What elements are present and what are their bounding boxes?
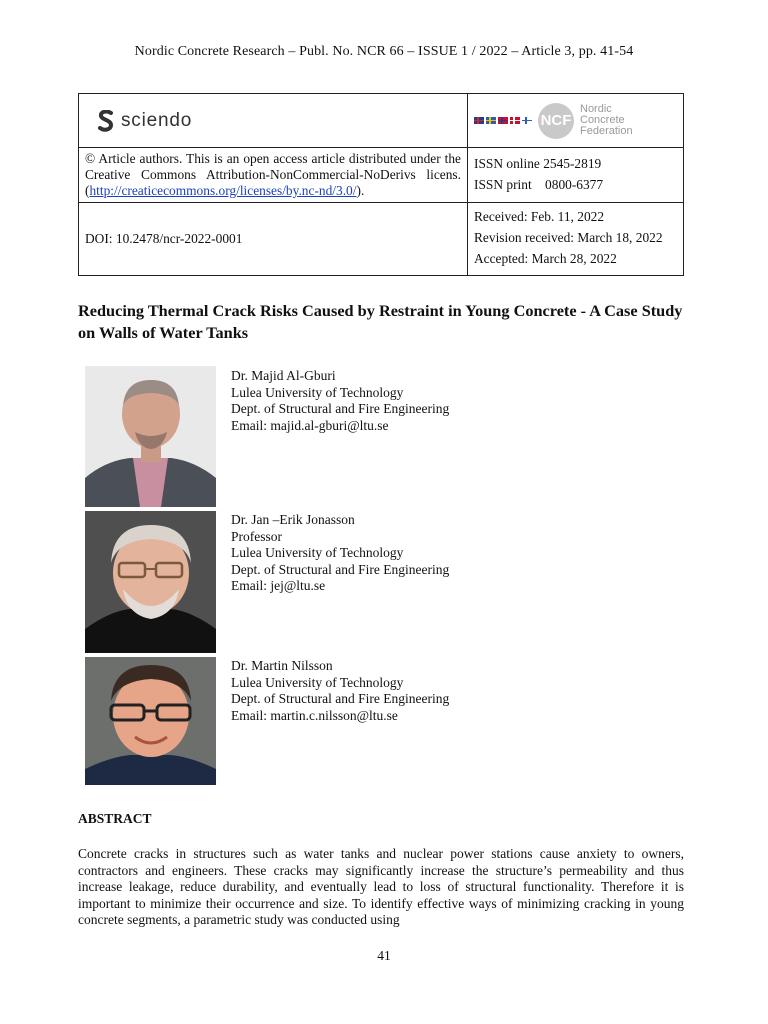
license-cell <box>79 148 468 203</box>
publisher-logo-cell <box>79 94 468 148</box>
author-photo-3 <box>85 657 216 785</box>
author-dept: Dept. of Structural and Fire Engineering <box>231 691 450 707</box>
author-affiliation: Lulea University of Technology <box>231 674 404 690</box>
author-role: Professor <box>231 528 282 544</box>
license-suffix: ). <box>356 183 365 198</box>
nordic-flags-icon <box>474 117 532 124</box>
sciendo-s-icon <box>97 110 115 132</box>
abstract-body: Concrete cracks in structures such as water tanks and nuclear power stations cause anxiety to owners, contractors and engineers. These cracks may significantly increase the structure’s permeability and thus increase leakage, reduce durability, and eventually lead to loss of structural functionality. Therefore it is important to minimize their occurrence and size. To identify effective ways of minimizing cracking in young concrete segments, a parametric study was conducted using <box>78 846 684 928</box>
issn-cell <box>468 148 684 203</box>
issn-print: ISSN print 0800-6377 <box>474 176 604 192</box>
date-received: Received: Feb. 11, 2022 <box>474 209 605 224</box>
dates-cell <box>468 203 684 276</box>
article-info-table <box>78 93 684 276</box>
author-3 <box>231 658 449 724</box>
issn-online: ISSN online 2545-2819 <box>474 155 602 171</box>
author-photo-1 <box>85 366 216 507</box>
author-email[interactable]: Email: jej@ltu.se <box>231 578 326 594</box>
sciendo-logo <box>85 110 461 132</box>
author-name: Dr. Martin Nilsson <box>231 658 333 673</box>
ncf-logo <box>474 103 677 139</box>
doi-cell <box>79 203 468 276</box>
sciendo-wordmark: sciendo <box>121 109 193 131</box>
author-1 <box>231 368 449 434</box>
license-text: © Article authors. This is an open access article distributed under the Creative Commons Attribution-NonCommercial-NoDerivs licens. ( <box>85 151 461 198</box>
author-affiliation: Lulea University of Technology <box>231 545 404 561</box>
running-header: Nordic Concrete Research – Publ. No. NCR 66 – ISSUE 1 / 2022 – Article 3, pp. 41-54 <box>134 44 634 59</box>
author-name: Dr. Majid Al-Gburi <box>231 368 336 383</box>
date-revision: Revision received: March 18, 2022 <box>474 230 663 245</box>
author-dept: Dept. of Structural and Fire Engineering <box>231 561 450 577</box>
paper-title: Reducing Thermal Crack Risks Caused by Restraint in Young Concrete - A Case Study on Walls of Water Tanks <box>78 301 683 342</box>
author-email[interactable]: Email: majid.al-gburi@ltu.se <box>231 417 389 433</box>
ncf-logo-cell <box>468 94 684 148</box>
author-dept: Dept. of Structural and Fire Engineering <box>231 401 450 417</box>
ncf-badge: NCF <box>538 103 574 139</box>
page-number: 41 <box>377 948 391 963</box>
license-link[interactable]: http://creaticecommons.org/licenses/by.nc-nd/3.0/ <box>89 183 357 198</box>
author-photo-2 <box>85 511 216 653</box>
author-2 <box>231 512 449 595</box>
ncf-name: Nordic Concrete Federation <box>580 103 633 137</box>
doi: DOI: 10.2478/ncr-2022-0001 <box>85 231 243 246</box>
author-email[interactable]: Email: martin.c.nilsson@ltu.se <box>231 707 398 723</box>
author-name: Dr. Jan –Erik Jonasson <box>231 512 355 527</box>
date-accepted: Accepted: March 28, 2022 <box>474 251 617 266</box>
author-affiliation: Lulea University of Technology <box>231 384 404 400</box>
abstract-heading: ABSTRACT <box>78 811 152 826</box>
